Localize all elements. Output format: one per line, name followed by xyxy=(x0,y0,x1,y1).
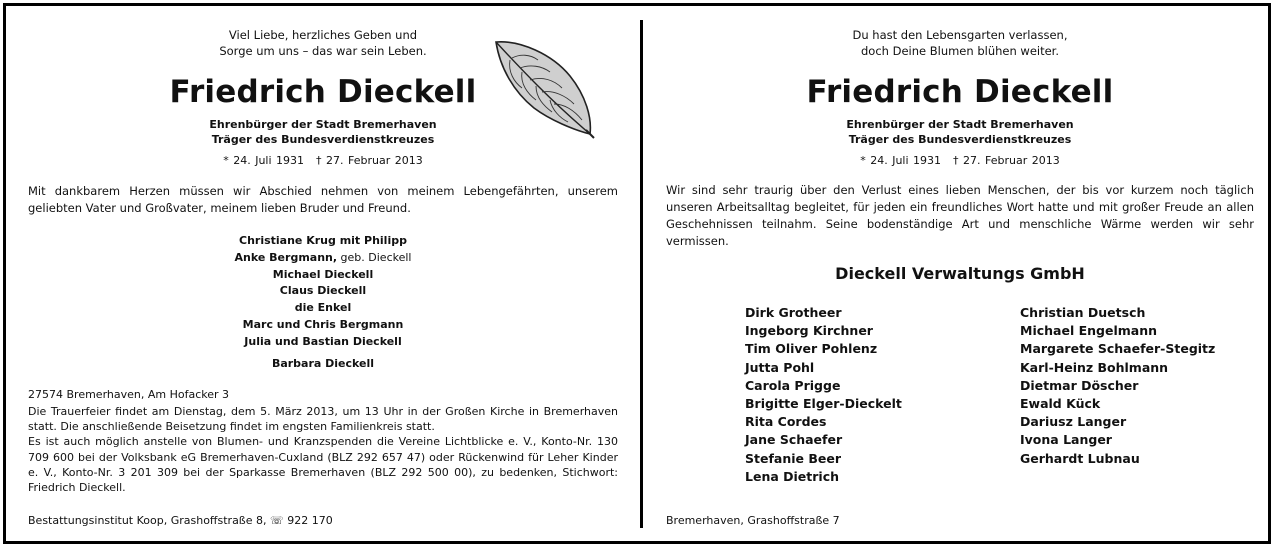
life-dates xyxy=(666,154,1254,167)
funeral-home: Bestattungsinstitut Koop, Grashoffstraße 8, ☏ 922 170 xyxy=(28,514,333,527)
staff-name: Tim Oliver Pohlenz xyxy=(745,341,878,357)
honor-line: Ehrenbürger der Stadt Bremerhaven xyxy=(209,118,437,131)
birth-date: * 24. Juli 1931 xyxy=(223,154,305,167)
leaf-icon xyxy=(490,38,598,140)
staff-name: Stefanie Beer xyxy=(745,450,841,466)
staff-name: Ivona Langer xyxy=(1020,432,1112,448)
mourners-list xyxy=(28,233,618,351)
staff-name: Karl-Heinz Bohlmann xyxy=(1020,359,1169,375)
staff-name: Brigitte Elger-Dieckelt xyxy=(745,396,902,412)
mourner-name: Anke Bergmann, xyxy=(234,250,338,264)
mourner: Christiane Krug mit Philipp xyxy=(239,234,407,247)
staff-name: Ewald Kück xyxy=(1020,396,1101,412)
honor-line: Ehrenbürger der Stadt Bremerhaven xyxy=(846,118,1074,131)
partner-name: Barbara Dieckell xyxy=(271,357,375,370)
center-divider xyxy=(640,20,643,528)
mourner: Marc und Chris Bergmann xyxy=(242,317,404,331)
honors xyxy=(666,117,1254,147)
company-motto xyxy=(666,28,1254,59)
staff-name: Ingeborg Kirchner xyxy=(745,323,873,339)
staff-name: Dietmar Döscher xyxy=(1020,377,1139,393)
mourner-maiden-name: geb. Dieckell xyxy=(337,250,412,264)
deceased-name: Friedrich Dieckell xyxy=(806,74,1114,110)
staff-name: Gerhardt Lubnau xyxy=(1020,450,1140,466)
honor-line: Träger des Bundesverdienstkreuzes xyxy=(211,133,435,146)
staff-name: Dirk Grotheer xyxy=(745,305,842,320)
staff-name: Michael Engelmann xyxy=(1020,323,1157,339)
mourner: die Enkel xyxy=(294,301,352,315)
deceased-name: Friedrich Dieckell xyxy=(169,74,477,110)
mourner: Julia und Bastian Dieckell xyxy=(244,334,402,348)
staff-name: Jane Schaefer xyxy=(745,432,843,448)
service-info xyxy=(28,404,618,495)
staff-name: Margarete Schaefer-Stegitz xyxy=(1020,341,1216,357)
motto-line: Sorge um uns – das war sein Leben. xyxy=(219,43,427,58)
staff-list-left xyxy=(745,304,902,486)
birth-date: * 24. Juli 1931 xyxy=(860,154,942,167)
staff-name: Christian Duetsch xyxy=(1020,305,1146,320)
company-name: Dieckell Verwaltungs GmbH xyxy=(835,264,1085,283)
death-date: † 27. Februar 2013 xyxy=(316,154,423,167)
mourner: Michael Dieckell xyxy=(272,267,374,281)
staff-name: Dariusz Langer xyxy=(1020,414,1127,430)
family-address: 27574 Bremerhaven, Am Hofacker 3 xyxy=(28,388,230,401)
mourner: Claus Dieckell xyxy=(279,284,367,298)
honor-line: Träger des Bundesverdienstkreuzes xyxy=(848,133,1072,146)
company-address: Bremerhaven, Grashoffstraße 7 xyxy=(666,514,840,527)
staff-name: Rita Cordes xyxy=(745,414,827,430)
staff-list-right xyxy=(1020,304,1215,468)
staff-name: Carola Prigge xyxy=(745,377,841,393)
motto-line: doch Deine Blumen blühen weiter. xyxy=(860,43,1060,58)
life-dates xyxy=(28,154,618,167)
company-message: Wir sind sehr traurig über den Verlust eines lieben Menschen, der bis vor kurzem noch täglich unseren Arbeitsalltag begleitet, für jeden ein freundliches Wort hatte und mit großer Freude an allen Geschehnissen teilnahm. Seine bodenständige Art und menschliche Wärme werden wir sehr vermissen. xyxy=(666,183,1254,248)
motto-line: Viel Liebe, herzliches Geben und xyxy=(228,28,418,42)
staff-name: Lena Dietrich xyxy=(745,468,840,484)
funeral-info: Die Trauerfeier findet am Dienstag, dem 5. März 2013, um 13 Uhr in der Großen Kirche in Bremerhaven statt. Die anschließende Beisetzung findet im engsten Familienkreis statt. xyxy=(28,405,618,434)
donation-info: Es ist auch möglich anstelle von Blumen- und Kranzspenden die Vereine Lichtblicke e. V., Konto-Nr. 130 709 600 bei der Volksbank eG Bremerhaven-Cuxland (BLZ 292 657 47) oder Rückenwind für Leher Kinder e. V., Konto-Nr. 3 201 309 bei der Sparkasse Bremerhaven (BLZ 292 500 00), zu bedenken, Stichwort: Friedrich Dieckell. xyxy=(28,435,618,495)
mourner xyxy=(28,250,618,267)
family-message: Mit dankbarem Herzen müssen wir Abschied nehmen von meinem Lebengefährten, unserem geliebten Vater und Großvater, meinem lieben Bruder und Freund. xyxy=(28,184,618,215)
death-date: † 27. Februar 2013 xyxy=(953,154,1060,167)
staff-name: Jutta Pohl xyxy=(745,359,815,375)
motto-line: Du hast den Lebensgarten verlassen, xyxy=(852,28,1068,42)
